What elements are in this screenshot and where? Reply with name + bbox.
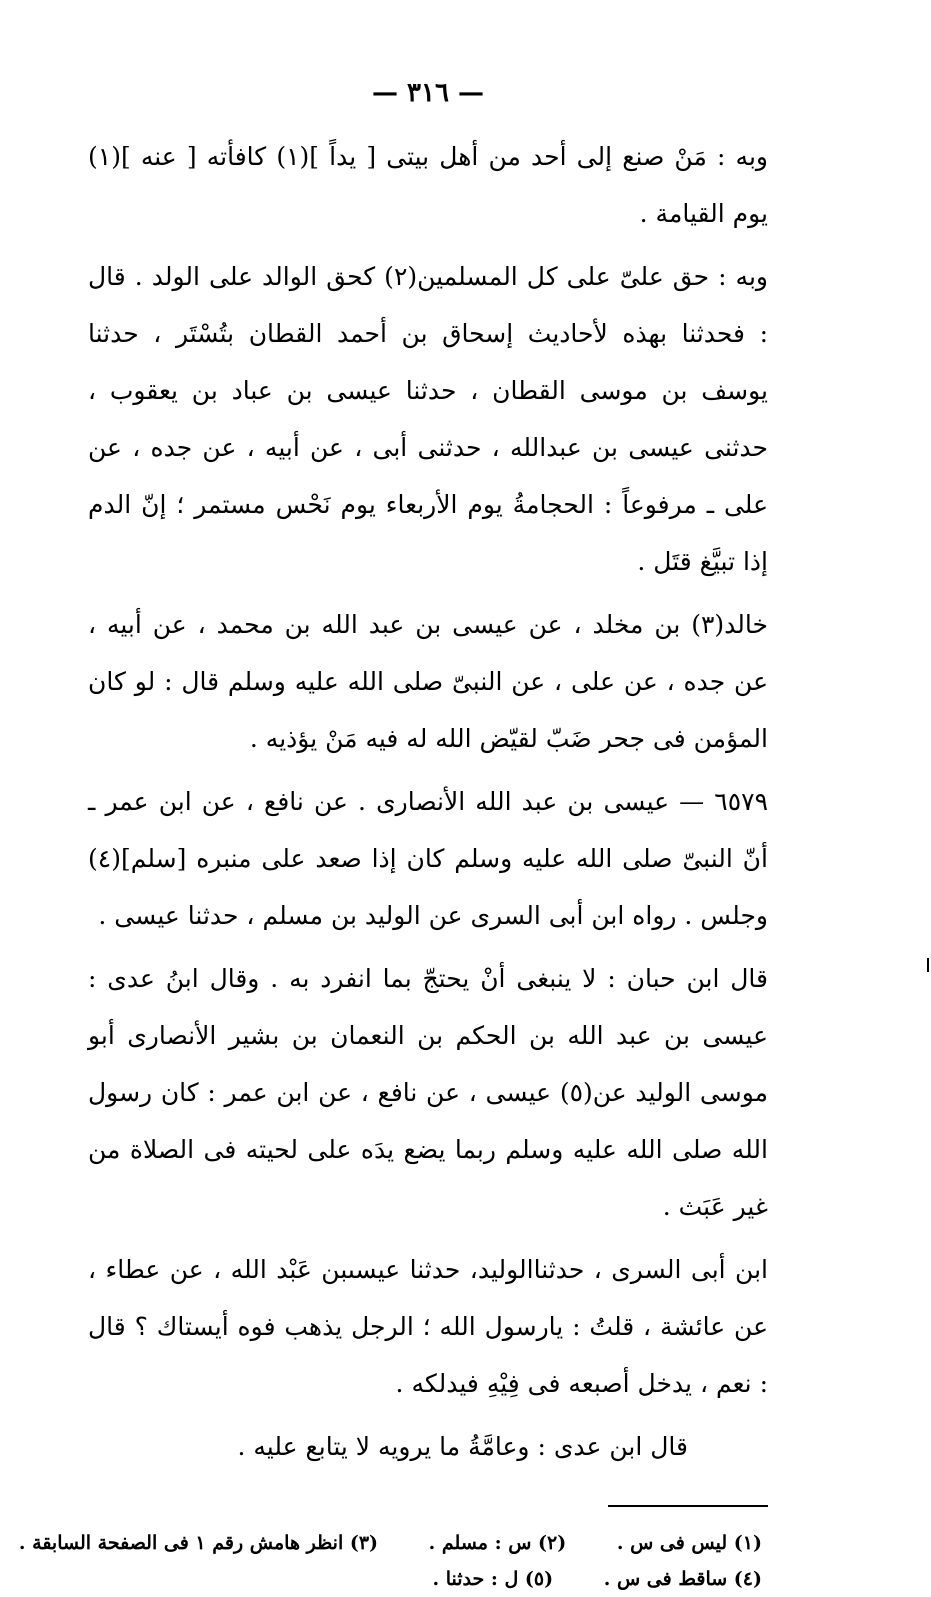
paragraph-entry-6579: ٦٥٧٩ — عيسى بن عبد الله الأنصارى . عن نافع ، عن ابن عمر ـ أنّ النبىّ صلى الله عليه وسلم كان إذا صعد على منبره [سلم](٤) وجلس . رواه ابن أبى السرى عن الوليد بن مسلم ، حدثنا عيسى . [88, 787, 768, 930]
footnote-divider [608, 1505, 768, 1507]
paragraph-1: وبه : مَنْ صنع إلى أحد من أهل بيتى [ يداً ](١) كافأته [ عنه ](١) يوم القيامة . [88, 142, 768, 228]
footnote-1: (١) ليس فى س . [616, 1532, 762, 1554]
book-page [18, 70, 769, 1597]
paragraph-7: قال ابن عدى : وعامَّةُ ما يرويه لا يتابع عليه . [237, 1432, 688, 1461]
footnote-5: (٥) ل : حدثنا . [432, 1568, 554, 1590]
footnote-row-1 [18, 1525, 762, 1561]
footnote-row-2 [88, 1561, 762, 1597]
footnotes [18, 1525, 768, 1597]
scan-edge-mark [927, 958, 929, 972]
footnote-4: (٤) ساقط فى س . [603, 1568, 762, 1590]
paragraph-2: وبه : حق علىّ على كل المسلمين(٢) كحق الوالد على الولد . قال : فحدثنا بهذه لأحاديث إسحاق بن أحمد القطان بتُسْتَر ، حدثنا يوسف بن موسى القطان ، حدثنا عيسى بن عباد بن يعقوب ، حدثنى عيسى بن عبدالله ، حدثنى أبى ، عن أبيه ، عن جده ، عن على ـ مرفوعاً : الحجامةُ يوم الأربعاء يوم نَحْس مستمر ؛ إنّ الدم إذا تبيَّغ قتَل . [88, 262, 769, 576]
paragraph-3: خالد(٣) بن مخلد ، عن عيسى بن عبد الله بن محمد ، عن أبيه ، عن جده ، عن على ، عن النبىّ صلى الله عليه وسلم قال : لو كان المؤمن فى جحر ضَبّ لقيّض الله له فيه مَنْ يؤذيه . [88, 610, 768, 753]
body-text [88, 128, 768, 1475]
paragraph-5: قال ابن حبان : لا ينبغى أنْ يحتجّ بما انفرد به . وقال ابنُ عدى : عيسى بن عبد الله بن الحكم بن النعمان بن بشير الأنصارى أبو موسى الوليد عن(٥) عيسى ، عن نافع ، عن ابن عمر : كان رسول الله صلى الله عليه وسلم ربما يضع يدَه على لحيته فى الصلاة من غير عَبَث . [88, 964, 768, 1221]
paragraph-6: ابن أبى السرى ، حدثناالوليد، حدثنا عيسىبن عَبْد الله ، عن عطاء ، عن عائشة ، قلتُ : يارسول الله ؛ الرجل يذهب فوه أيستاك ؟ قال : نعم ، يدخل أصبعه فى فِيْهِ فيدلكه . [88, 1255, 768, 1398]
footnote-3: (٣) انظر هامش رقم ١ فى الصفحة السابقة . [18, 1532, 379, 1554]
footnote-2: (٢) س : مسلم . [428, 1532, 567, 1554]
page-number: — ٣١٦ — [371, 78, 485, 108]
